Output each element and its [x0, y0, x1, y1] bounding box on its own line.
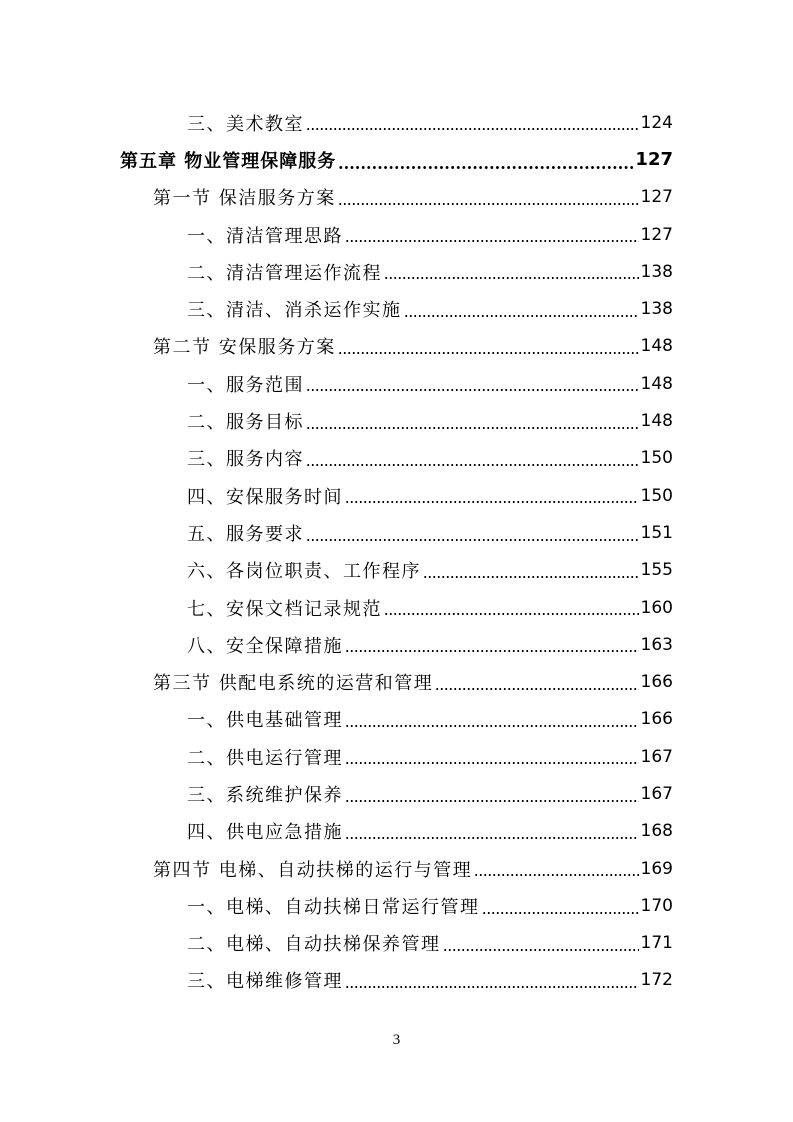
- toc-entry-page-number: 171: [640, 933, 673, 954]
- toc-entry-page-number: 167: [640, 746, 673, 767]
- toc-entry-page-number: 127: [640, 224, 673, 245]
- toc-entry-page-number: 163: [640, 634, 673, 655]
- toc-entry-label: 三、电梯维修管理: [187, 971, 343, 993]
- toc-entry-section[interactable]: [0, 179, 793, 216]
- toc-entry-page-number: 170: [640, 895, 673, 916]
- toc-entry-label: 七、安保文档记录规范: [187, 598, 382, 620]
- dot-leader: [443, 949, 639, 951]
- toc-entry-item[interactable]: [0, 402, 793, 439]
- toc-entry-page-number: 166: [640, 709, 673, 730]
- toc-entry-page-number: 160: [640, 597, 673, 618]
- toc-entry-label: 一、供电基础管理: [187, 710, 343, 732]
- toc-entry-item[interactable]: [0, 216, 793, 253]
- toc-entry-page-number: 148: [640, 411, 673, 432]
- dot-leader: [345, 762, 639, 764]
- toc-entry-label: 二、供电运行管理: [187, 747, 343, 769]
- toc-entry-page-number: 127: [635, 149, 673, 171]
- toc-entry-item[interactable]: [0, 589, 793, 626]
- toc-entry-item[interactable]: [0, 925, 793, 962]
- toc-entry-page-number: 148: [640, 336, 673, 357]
- toc-entry-page-number: 151: [640, 522, 673, 543]
- toc-entry-item[interactable]: [0, 738, 793, 775]
- toc-entry-label: 一、电梯、自动扶梯日常运行管理: [187, 896, 480, 918]
- toc-entry-page-number: 166: [640, 672, 673, 693]
- toc-entry-section[interactable]: [0, 663, 793, 700]
- toc-entry-item[interactable]: [0, 477, 793, 514]
- toc-entry-page-number: 150: [640, 485, 673, 506]
- toc-entry-label: 三、服务内容: [187, 449, 304, 471]
- toc-entry-page-number: 127: [640, 187, 673, 208]
- toc-entry-label: 二、服务目标: [187, 412, 304, 434]
- toc-entry-item[interactable]: [0, 626, 793, 663]
- toc-entry-label: 一、清洁管理思路: [187, 225, 343, 247]
- toc-entry-label: 一、服务范围: [187, 374, 304, 396]
- toc-entry-label: 第二节 安保服务方案: [153, 337, 336, 359]
- toc-entry-label: 八、安全保障措施: [187, 635, 343, 657]
- dot-leader: [345, 837, 639, 839]
- dot-leader: [306, 389, 639, 391]
- toc-entry-label: 第四节 电梯、自动扶梯的运行与管理: [153, 859, 473, 881]
- toc-entry-item[interactable]: [0, 962, 793, 999]
- toc-entry-label: 六、各岗位职责、工作程序: [187, 561, 421, 583]
- toc-entry-page-number: 169: [640, 858, 673, 879]
- toc-entry-page-number: 138: [640, 261, 673, 282]
- dot-leader: [306, 464, 639, 466]
- dot-leader: [338, 203, 639, 205]
- dot-leader: [474, 874, 638, 876]
- dot-leader: [435, 688, 638, 690]
- toc-entry-page-number: 155: [640, 560, 673, 581]
- toc-entry-chapter[interactable]: [0, 141, 793, 178]
- toc-entry-item[interactable]: [0, 701, 793, 738]
- toc-entry-item[interactable]: [0, 365, 793, 402]
- dot-leader: [384, 277, 639, 279]
- toc-entry-page-number: 167: [640, 783, 673, 804]
- toc-entry-item[interactable]: [0, 253, 793, 290]
- toc-entry-label: 五、服务要求: [187, 523, 304, 545]
- toc-entry-page-number: 138: [640, 299, 673, 320]
- toc-entry-label: 三、清洁、消杀运作实施: [187, 300, 402, 322]
- dot-leader: [338, 166, 633, 169]
- toc-entry-item[interactable]: [0, 440, 793, 477]
- toc-entry-label: 四、供电应急措施: [187, 822, 343, 844]
- toc-entry-item[interactable]: [0, 290, 793, 327]
- toc-entry-item[interactable]: [0, 887, 793, 924]
- dot-leader: [345, 501, 639, 503]
- toc-entry-page-number: 148: [640, 373, 673, 394]
- toc-entry-page-number: 124: [640, 112, 673, 133]
- dot-leader: [423, 576, 639, 578]
- toc-entry-label: 二、电梯、自动扶梯保养管理: [187, 934, 441, 956]
- toc-entry-label: 第五章 物业管理保障服务: [120, 150, 337, 172]
- toc-entry-page-number: 168: [640, 821, 673, 842]
- toc-entry-section[interactable]: [0, 850, 793, 887]
- toc-entry-label: 二、清洁管理运作流程: [187, 262, 382, 284]
- toc-entry-item[interactable]: [0, 813, 793, 850]
- toc-entry-label: 第一节 保洁服务方案: [153, 188, 336, 210]
- toc-entry-label: 四、安保服务时间: [187, 486, 343, 508]
- page-number: 3: [392, 1032, 401, 1048]
- toc-entry-item[interactable]: [0, 104, 793, 141]
- dot-leader: [482, 912, 639, 914]
- dot-leader: [345, 800, 639, 802]
- dot-leader: [345, 725, 639, 727]
- toc-entry-page-number: 172: [640, 970, 673, 991]
- toc-entry-label: 三、系统维护保养: [187, 784, 343, 806]
- toc-entry-item[interactable]: [0, 514, 793, 551]
- toc-entry-section[interactable]: [0, 328, 793, 365]
- dot-leader: [306, 128, 639, 130]
- dot-leader: [345, 986, 639, 988]
- dot-leader: [306, 427, 639, 429]
- dot-leader: [345, 240, 639, 242]
- toc-entry-label: 第三节 供配电系统的运营和管理: [153, 673, 434, 695]
- dot-leader: [404, 315, 639, 317]
- dot-leader: [345, 650, 639, 652]
- toc-entry-item[interactable]: [0, 775, 793, 812]
- dot-leader: [384, 613, 639, 615]
- toc-entry-page-number: 150: [640, 448, 673, 469]
- dot-leader: [306, 539, 639, 541]
- dot-leader: [338, 352, 639, 354]
- table-of-contents: [0, 104, 793, 999]
- toc-entry-label: 三、美术教室: [187, 113, 304, 135]
- toc-entry-item[interactable]: [0, 552, 793, 589]
